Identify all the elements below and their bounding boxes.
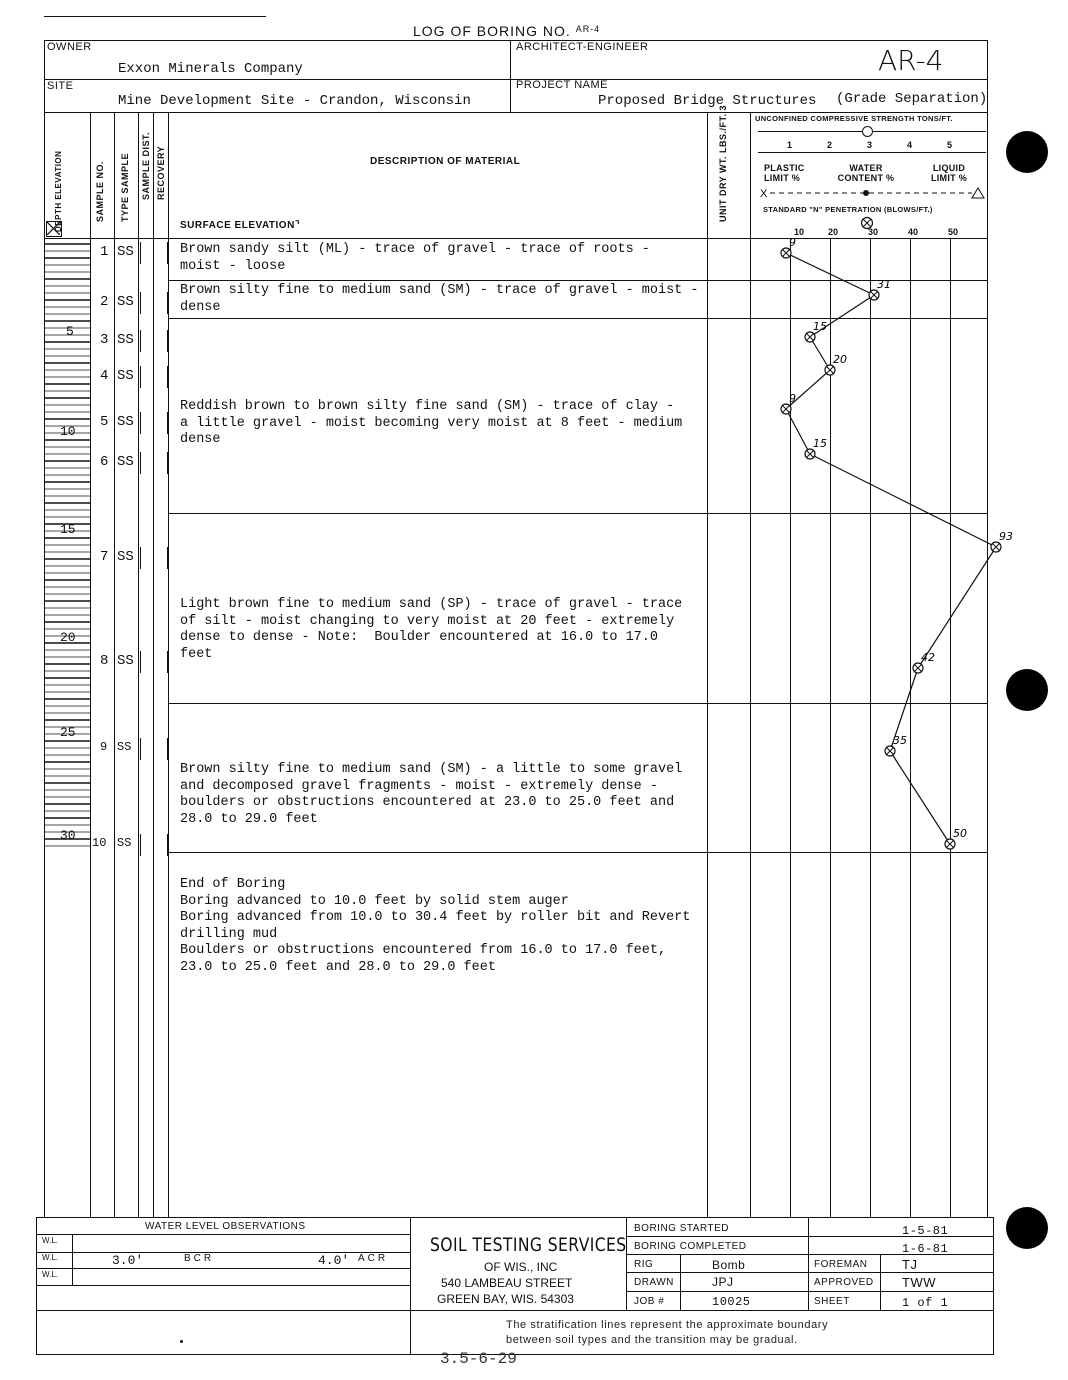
stratum-5-line: boulders or obstructions encountered at 23.0 to 25.0 feet and — [180, 795, 675, 810]
sample-recovery-mark — [140, 547, 168, 569]
end-note-line: 23.0 to 25.0 feet and 28.0 to 29.0 feet — [180, 959, 496, 975]
n-tick-label: 30 — [868, 227, 879, 237]
stratum-5-line: Brown silty fine to medium sand (SM) - a little to some gravel — [180, 762, 683, 777]
spt-value-label: 35 — [893, 734, 907, 747]
end-note-line: Boring advanced to 10.0 feet by solid stem auger — [180, 893, 569, 909]
depth-label-15: 15 — [60, 522, 76, 537]
spt-connector-line — [810, 454, 996, 547]
spt-connector-line — [890, 751, 950, 844]
sample-recovery-mark — [140, 330, 168, 352]
stratum-4-line: of silt - moist changing to very moist at 20 feet - extremely — [180, 613, 675, 629]
stratum-3-line: dense — [180, 432, 221, 447]
rig-value: Bomb — [712, 1258, 746, 1272]
sample-number: 8 — [100, 653, 109, 669]
water-level-label: W.L. — [42, 1236, 59, 1245]
sample-number: 3 — [100, 332, 109, 348]
liquid-limit-label: LIQUID LIMIT % — [930, 163, 968, 183]
company-street: 540 LAMBEAU STREET — [441, 1276, 573, 1290]
spt-point — [991, 530, 1013, 552]
spt-connector-line — [918, 547, 996, 668]
strength-tick: 2 — [827, 140, 833, 150]
project-value: Proposed Bridge Structures — [598, 93, 817, 109]
sample-number: 1 — [100, 244, 109, 260]
sample-recovery-mark — [140, 738, 168, 760]
page-code: 3.5-6-29 — [440, 1350, 517, 1368]
sample-type: SS — [117, 332, 134, 348]
foreman-value: TJ — [902, 1257, 918, 1272]
sheet-value: 1 of 1 — [902, 1296, 949, 1310]
note-line: The stratification lines represent the approximate boundary — [506, 1319, 829, 1331]
sample-recovery-mark — [140, 452, 168, 474]
spt-value-label: 50 — [953, 827, 967, 840]
sample-type: SS — [117, 653, 134, 669]
architect-label: ARCHITECT-ENGINEER — [516, 41, 649, 53]
x-box — [46, 221, 62, 237]
spt-value-label: 9 — [789, 392, 796, 405]
arrow-icon: ⌝ — [294, 220, 300, 231]
spt-chart — [750, 238, 1068, 878]
stratum-1-line: moist - loose — [180, 258, 286, 274]
stratum-3-line: Reddish brown to brown silty fine sand (SM) - trace of clay - — [180, 399, 675, 414]
strength-tick: 3 — [867, 140, 873, 150]
sample-recovery-mark — [140, 292, 168, 314]
owner-value: Exxon Minerals Company — [118, 61, 303, 77]
job-value: 10025 — [712, 1295, 751, 1309]
sample-type: SS — [117, 454, 134, 470]
owner-label: OWNER — [47, 41, 92, 53]
spt-value-label: 42 — [921, 651, 935, 664]
strength-tick: 5 — [947, 140, 953, 150]
strength-symbol-icon — [862, 126, 873, 137]
spt-value-label: 31 — [877, 278, 891, 291]
company-city: GREEN BAY, WIS. 54303 — [437, 1292, 574, 1306]
sample-type: SS — [117, 836, 132, 850]
n-tick-label: 50 — [948, 227, 959, 237]
stratification-note — [506, 1318, 828, 1348]
sample-number: 6 — [100, 454, 109, 470]
site-value: Mine Development Site - Crandon, Wisconsin — [118, 93, 471, 109]
architect-handwritten: AR-4 — [878, 44, 944, 77]
note-line: between soil types and the transition may be gradual. — [506, 1334, 798, 1346]
approved-label: APPROVED — [814, 1277, 874, 1288]
sample-type: SS — [117, 294, 134, 310]
depth-label-30: 30 — [60, 828, 76, 843]
n-tick-label: 40 — [908, 227, 919, 237]
end-of-boring-notes — [180, 877, 690, 976]
n-tick-label: 20 — [828, 227, 839, 237]
spt-point — [781, 392, 796, 414]
depth-label-5: 5 — [66, 324, 74, 339]
stratum-1 — [180, 242, 650, 275]
col-recovery-header: RECOVERY — [156, 145, 166, 200]
end-note-line: Boulders or obstructions encountered from 16.0 to 17.0 feet, — [180, 943, 667, 958]
sample-recovery-mark — [140, 651, 168, 673]
company-sub: OF WIS., INC — [484, 1260, 558, 1274]
spt-connector-line — [786, 253, 874, 295]
unconfined-strength-label: UNCONFINED COMPRESSIVE STRENGTH TONS/FT. — [755, 114, 953, 123]
n-tick-label: 10 — [794, 227, 805, 237]
project-note: (Grade Separation) — [836, 91, 988, 107]
depth-label-10: 10 — [60, 424, 76, 439]
boring-started-label: BORING STARTED — [634, 1223, 729, 1234]
binder-hole — [1006, 669, 1048, 711]
surface-elevation-label — [180, 220, 300, 231]
stratum-5-line: 28.0 to 29.0 feet — [180, 811, 318, 827]
title-boring-no: AR-4 — [575, 24, 601, 34]
sample-number: 10 — [92, 836, 107, 850]
drawn-label: DRAWN — [634, 1277, 674, 1288]
stratum-4-line: dense to dense - Note: Boulder encountered at 16.0 to 17.0 — [180, 630, 658, 645]
depth-label-20: 20 — [60, 630, 76, 645]
col-depth-header: DEPTH ELEVATION — [54, 150, 63, 232]
description-header: DESCRIPTION OF MATERIAL — [370, 156, 521, 167]
end-note-line: End of Boring — [180, 877, 286, 892]
spt-value-label: 15 — [813, 320, 827, 333]
spt-label: STANDARD "N" PENETRATION (BLOWS/FT.) — [763, 205, 933, 214]
strength-tick: 1 — [787, 140, 793, 150]
water-level-title: WATER LEVEL OBSERVATIONS — [145, 1221, 306, 1232]
sample-number: 7 — [100, 549, 109, 565]
binder-hole — [1006, 1207, 1048, 1249]
water-level-label: W.L. — [42, 1270, 59, 1279]
sheet-label: SHEET — [814, 1296, 850, 1307]
unit-dry-wt-header: UNIT DRY WT. LBS./FT. 3 — [718, 104, 728, 222]
end-note-line: drilling mud — [180, 926, 278, 942]
water-level-code: ACR — [358, 1253, 389, 1264]
spt-point — [913, 651, 935, 673]
spt-point — [869, 278, 891, 300]
spt-point — [805, 320, 827, 342]
sample-number: 4 — [100, 368, 109, 384]
sample-type: SS — [117, 244, 134, 260]
company-name: SOIL TESTING SERVICES — [430, 1234, 627, 1256]
spt-connector-line — [786, 409, 810, 454]
stratum-2-line: Brown silty fine to medium sand (SM) - trace of gravel - moist - — [180, 283, 699, 298]
stratum-3-line: a little gravel - moist becoming very moist at 8 feet - medium — [180, 415, 683, 431]
spt-value-label: 15 — [813, 437, 827, 450]
page-title — [413, 23, 600, 39]
boring-started-value: 1-5-81 — [902, 1224, 949, 1238]
title-text: LOG OF BORING NO. — [413, 23, 571, 39]
spt-point — [825, 353, 847, 375]
job-label: JOB # — [634, 1296, 665, 1307]
stratum-4-line: feet — [180, 646, 213, 662]
stratum-5 — [180, 762, 682, 828]
spt-value-label: 93 — [999, 530, 1013, 543]
approved-value: TWW — [902, 1275, 936, 1290]
sample-recovery-mark — [140, 834, 168, 856]
water-level-label: W.L. — [42, 1253, 59, 1262]
sample-number: 5 — [100, 414, 109, 430]
stratum-4-line: Light brown fine to medium sand (SP) - trace of gravel - trace — [180, 597, 683, 612]
water-level-code: BCR — [184, 1253, 215, 1264]
depth-label-25: 25 — [60, 725, 76, 740]
sample-number: 9 — [100, 740, 108, 754]
spt-point — [781, 238, 796, 258]
stratum-2 — [180, 283, 698, 316]
sample-type: SS — [117, 740, 132, 754]
spt-value-label: 9 — [789, 238, 796, 249]
strength-tick: 4 — [907, 140, 913, 150]
water-level-value: 3.0' — [112, 1253, 144, 1268]
col-sample-dist-header: SAMPLE DIST. — [141, 131, 151, 200]
stratum-4 — [180, 597, 682, 663]
foreman-label: FOREMAN — [814, 1259, 868, 1270]
spt-point — [885, 734, 907, 756]
limits-legend-line — [758, 186, 988, 200]
spt-connector-line — [810, 337, 830, 370]
boring-completed-value: 1-6-81 — [902, 1242, 949, 1256]
stratum-3 — [180, 399, 682, 449]
water-content-label: WATER CONTENT % — [837, 163, 895, 183]
water-level-value: 4.0' — [318, 1253, 350, 1268]
stratum-1-line: Brown sandy silt (ML) - trace of gravel - trace of roots - — [180, 242, 650, 257]
stratum-2-line: dense — [180, 299, 221, 315]
dot-mark — [180, 1340, 183, 1343]
sample-recovery-mark — [140, 412, 168, 434]
svg-text:X: X — [760, 188, 768, 200]
plastic-limit-label: PLASTIC LIMIT % — [764, 163, 805, 183]
stratum-5-line: and decomposed gravel fragments - moist - extremely dense - — [180, 778, 658, 794]
surface-elevation-text: SURFACE ELEVATION — [180, 220, 295, 231]
site-label: SITE — [47, 80, 74, 92]
spt-value-label: 20 — [833, 353, 847, 366]
sample-recovery-mark — [140, 242, 168, 264]
boring-completed-label: BORING COMPLETED — [634, 1241, 747, 1252]
rig-label: RIG — [634, 1259, 654, 1270]
end-note-line: Boring advanced from 10.0 to 30.4 feet by roller bit and Revert — [180, 910, 691, 925]
col-type-sample-header: TYPE SAMPLE — [120, 152, 130, 222]
sample-recovery-mark — [140, 366, 168, 388]
project-label: PROJECT NAME — [516, 79, 608, 91]
drawn-value: JPJ — [712, 1275, 734, 1289]
sample-number: 2 — [100, 294, 109, 310]
spt-point — [805, 437, 827, 459]
sample-type: SS — [117, 368, 134, 384]
spt-point — [945, 827, 967, 849]
sample-type: SS — [117, 414, 134, 430]
col-sample-no-header: SAMPLE NO. — [95, 160, 105, 222]
binder-hole — [1006, 131, 1048, 173]
sample-type: SS — [117, 549, 134, 565]
